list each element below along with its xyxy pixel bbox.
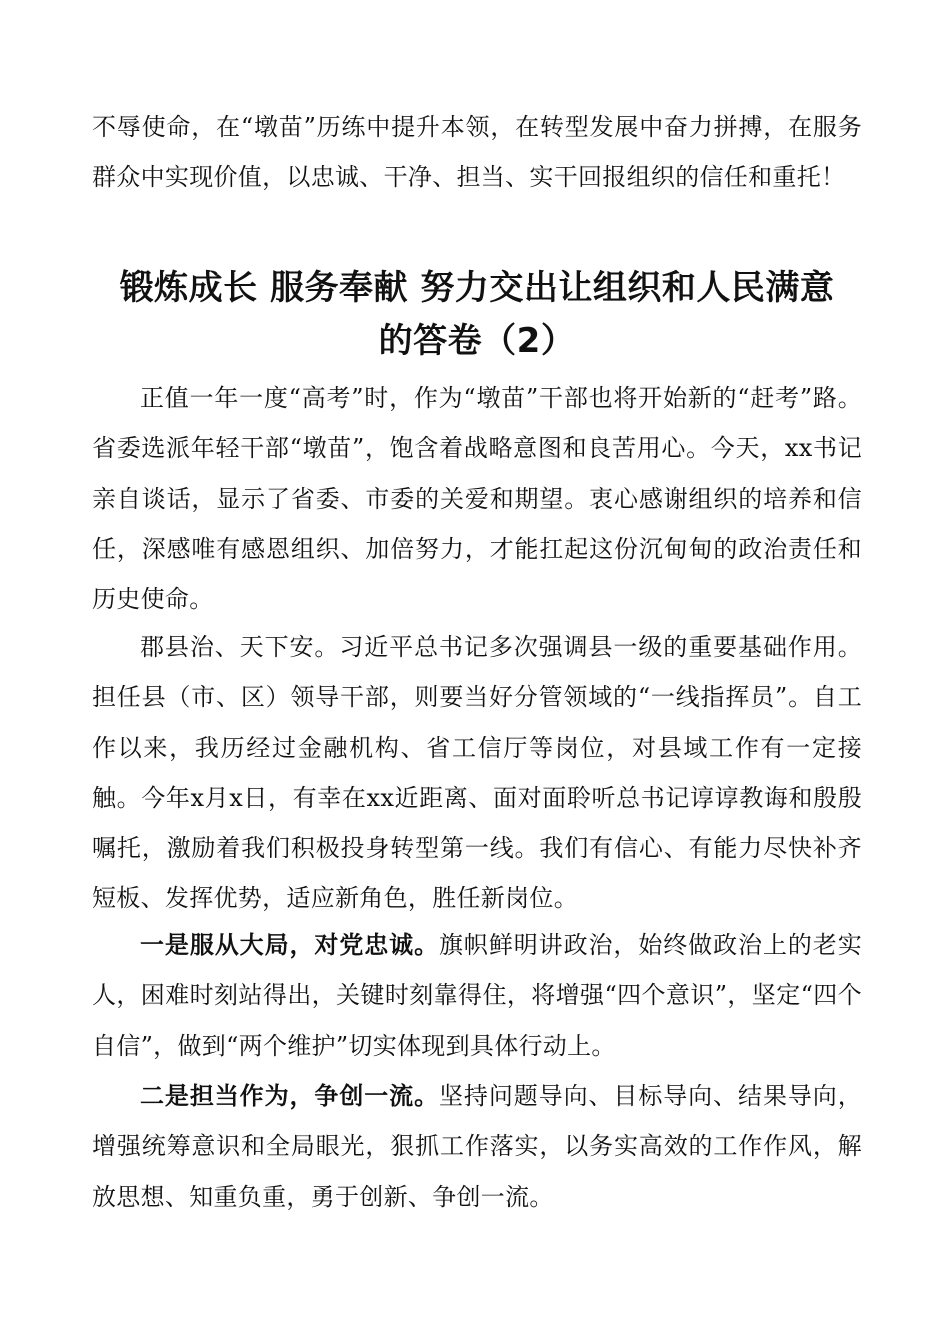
point-1-lead: 一是服从大局，对党忠诚。 [140,930,440,959]
point-paragraph-1 [92,920,862,1071]
body-paragraph-2: 郡县治、天下安。习近平总书记多次强调县一级的重要基础作用。担任县（市、区）领导干部，则要当好分管领域的“一线指挥员”。自工作以来，我历经过金融机构、省工信厅等岗位，对县域工作有一定接触。今年x月x日，有幸在xx近距离、面对面聆听总书记谆谆教诲和殷殷嘱托，激励着我们积极投身转型第一线。我们有信心、有能力尽快补齐短板、发挥优势，适应新角色，胜任新岗位。 [92,633,862,913]
point-2-lead: 二是担当作为，争创一流。 [140,1081,440,1110]
article-title [72,262,882,368]
point-2-body: 坚持问题导向、目标导向、结果导向，增强统筹意识和全局眼光，狠抓工作落实，以务实高效的工作作风，解放思想、知重负重，勇于创新、争创一流。 [92,1082,862,1211]
body-paragraph-1: 正值一年一度“高考”时，作为“墩苗”干部也将开始新的“赶考”路。省委选派年轻干部“墩苗”，饱含着战略意图和良苦用心。今天，xx书记亲自谈话，显示了省委、市委的关爱和期望。衷心感谢组织的培养和信任，深感唯有感恩组织、加倍努力，才能扛起这份沉甸甸的政治责任和历史使命。 [92,384,862,614]
title-line-2: 的答卷（2） [378,321,576,361]
point-paragraph-2 [92,1071,862,1222]
intro-paragraph: 不辱使命，在“墩苗”历练中提升本领，在转型发展中奋力拼搏，在服务群众中实现价值，以忠诚、干净、担当、实干回报组织的信任和重托！ [92,113,862,192]
point-1-body: 旗帜鲜明讲政治，始终做政治上的老实人，困难时刻站得出，关键时刻靠得住，将增强“四个意识”，坚定“四个自信”，做到“两个维护”切实体现到具体行动上。 [92,931,862,1060]
title-line-1: 锻炼成长 服务奉献 努力交出让组织和人民满意 [119,268,835,308]
